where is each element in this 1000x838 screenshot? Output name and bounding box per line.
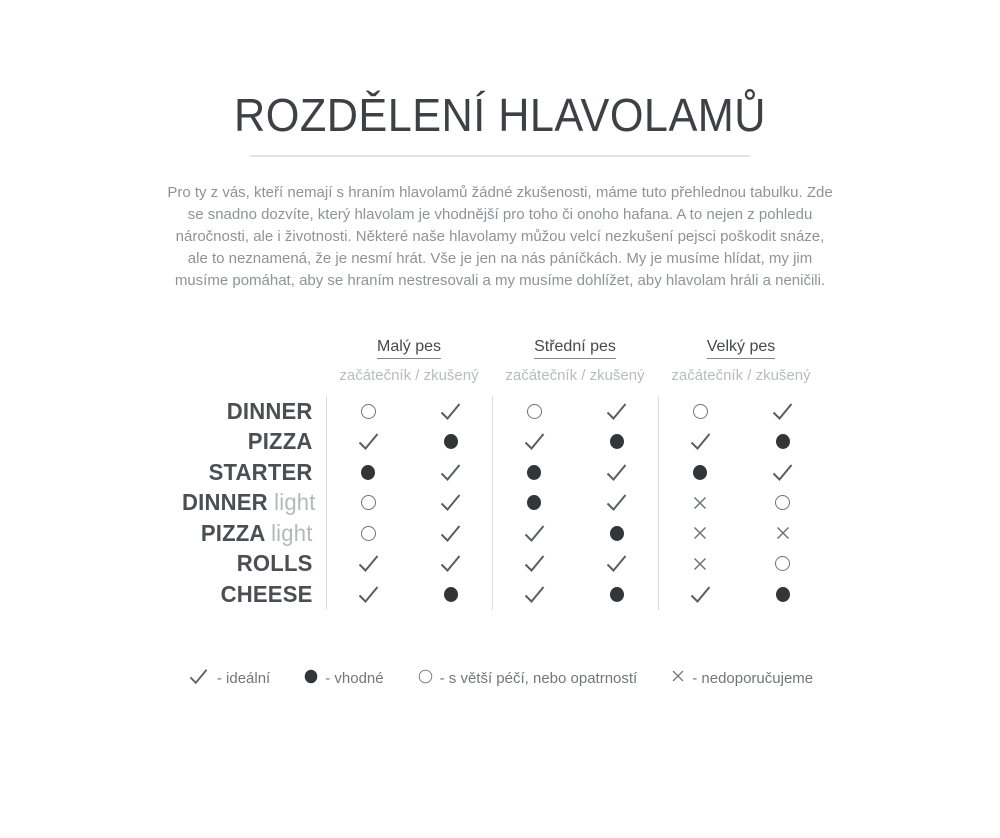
cell-group <box>658 396 824 427</box>
cell-group <box>326 488 492 519</box>
check-symbol <box>188 667 209 684</box>
dot-symbol <box>610 434 624 449</box>
circle-symbol <box>361 526 376 541</box>
cell-group <box>492 518 658 549</box>
table-cell <box>327 526 410 541</box>
circle-symbol <box>775 556 790 571</box>
table-cell <box>576 493 659 512</box>
table-row <box>176 457 824 488</box>
table-subheader-row <box>176 363 824 387</box>
column-header-small-dog <box>326 338 492 356</box>
row-label-suffix: light <box>271 519 313 546</box>
table-row <box>176 549 824 580</box>
column-header-label: Velký pes <box>707 338 775 359</box>
dot-symbol <box>444 434 458 449</box>
table-cell <box>410 493 493 512</box>
table-body <box>176 396 824 610</box>
check-symbol <box>357 432 380 451</box>
table-cell <box>493 585 576 604</box>
table-cell <box>659 404 742 419</box>
table-cell <box>742 556 825 571</box>
legend-item-not-recommended <box>671 669 813 688</box>
table-cell <box>327 554 410 573</box>
circle-symbol <box>418 669 432 683</box>
dot-symbol <box>527 495 541 510</box>
check-symbol <box>523 554 546 573</box>
table-cell <box>742 402 825 421</box>
table-cell <box>576 463 659 482</box>
row-label: STARTER <box>208 458 313 485</box>
dot-symbol <box>361 465 375 480</box>
cross-symbol <box>776 526 790 540</box>
circle-symbol <box>361 404 376 419</box>
cell-group <box>492 488 658 519</box>
circle-symbol <box>361 495 376 510</box>
title-divider <box>250 155 750 157</box>
check-symbol <box>523 585 546 604</box>
check-symbol <box>605 402 628 421</box>
legend-label: - vhodné <box>325 670 384 687</box>
table-cell <box>742 463 825 482</box>
table-cell <box>493 524 576 543</box>
dot-symbol <box>610 526 624 541</box>
table-cell <box>742 495 825 510</box>
legend-label: - s větší péčí, nebo opatrností <box>439 670 638 687</box>
table-cell <box>742 526 825 540</box>
check-symbol <box>439 463 462 482</box>
table-cell <box>327 404 410 419</box>
legend-dot-symbol <box>304 669 318 689</box>
cell-group <box>658 549 824 580</box>
cell-group <box>326 427 492 458</box>
legend <box>0 667 1000 691</box>
table-cell <box>576 434 659 449</box>
table-cell <box>659 432 742 451</box>
check-symbol <box>357 585 380 604</box>
dot-symbol <box>693 465 707 480</box>
table-cell <box>493 465 576 480</box>
table-cell <box>742 434 825 449</box>
check-symbol <box>439 554 462 573</box>
check-symbol <box>689 585 712 604</box>
table-cell <box>659 496 742 510</box>
cell-group <box>492 427 658 458</box>
column-header-label: Malý pes <box>377 338 441 359</box>
table-cell <box>327 495 410 510</box>
table-cell <box>742 587 825 602</box>
cell-group <box>326 396 492 427</box>
table-cell <box>410 587 493 602</box>
cross-symbol <box>693 557 707 571</box>
table-row <box>176 427 824 458</box>
column-header-large-dog <box>658 338 824 356</box>
legend-label: - ideální <box>216 670 271 687</box>
row-label-suffix: light <box>274 489 316 516</box>
check-symbol <box>689 432 712 451</box>
dot-symbol <box>776 434 790 449</box>
check-symbol <box>605 554 628 573</box>
cell-group <box>492 579 658 610</box>
table-cell <box>659 557 742 571</box>
table-cell <box>576 587 659 602</box>
row-label: DINNER <box>226 397 313 424</box>
table-cell <box>327 432 410 451</box>
legend-check-symbol <box>187 667 210 691</box>
check-symbol <box>605 493 628 512</box>
table-row <box>176 579 824 610</box>
legend-circle-symbol <box>418 669 433 689</box>
table-cell <box>659 526 742 540</box>
check-symbol <box>439 402 462 421</box>
table-cell <box>659 585 742 604</box>
legend-item-suitable <box>304 669 383 689</box>
cell-group <box>492 457 658 488</box>
table-cell <box>576 554 659 573</box>
check-symbol <box>771 463 794 482</box>
check-symbol <box>771 402 794 421</box>
table-cell <box>576 526 659 541</box>
table-cell <box>410 434 493 449</box>
cell-group <box>658 457 824 488</box>
table-cell <box>410 463 493 482</box>
cell-group <box>326 549 492 580</box>
column-subheader: začátečník / zkušený <box>505 366 645 384</box>
cell-group <box>326 457 492 488</box>
circle-symbol <box>693 404 708 419</box>
table-cell <box>493 554 576 573</box>
compatibility-table <box>176 335 824 610</box>
legend-cross-symbol <box>671 669 685 688</box>
cell-group <box>658 427 824 458</box>
row-label: PIZZA light <box>200 519 313 546</box>
cell-group <box>658 518 824 549</box>
circle-symbol <box>775 495 790 510</box>
circle-symbol <box>527 404 542 419</box>
cross-symbol <box>693 526 707 540</box>
legend-item-ideal <box>187 667 270 691</box>
cell-group <box>326 579 492 610</box>
table-cell <box>327 465 410 480</box>
page-title: ROZDĚLENÍ HLAVOLAMŮ <box>234 89 766 141</box>
dot-symbol <box>776 587 790 602</box>
cell-group <box>492 549 658 580</box>
cell-group <box>658 579 824 610</box>
cell-group <box>326 518 492 549</box>
column-header-label: Střední pes <box>534 338 616 359</box>
check-symbol <box>605 463 628 482</box>
infographic-page <box>0 88 1000 838</box>
table-cell <box>410 524 493 543</box>
cell-group <box>492 396 658 427</box>
column-header-medium-dog <box>492 338 658 356</box>
cross-symbol <box>693 496 707 510</box>
dot-symbol <box>527 465 541 480</box>
dot-symbol <box>610 587 624 602</box>
row-label: PIZZA <box>247 428 313 455</box>
table-cell <box>410 402 493 421</box>
legend-item-with-care <box>418 669 638 689</box>
check-symbol <box>523 524 546 543</box>
row-label: ROLLS <box>236 550 313 577</box>
table-row <box>176 396 824 427</box>
check-symbol <box>439 524 462 543</box>
column-subheader: začátečník / zkušený <box>339 366 479 384</box>
table-row <box>176 488 824 519</box>
check-symbol <box>523 432 546 451</box>
table-cell <box>493 495 576 510</box>
intro-paragraph: Pro ty z vás, kteří nemají s hraním hlavolamů žádné zkušenosti, máme tuto přehlednou tabulku. Zde se snadno dozvíte, který hlavolam je vhodnější pro toho či onoho hafana. A to nejen z pohledu náročnosti, ale i životnosti. Některé naše hlavolamy můžou velcí nezkušení pejsci poškodit snáze, ale to neznamená, že je nesmí hrát. Vše je jen na nás páníčkách. My je musíme hlídat, my jim musíme pomáhat, aby se hraním nestresovali a my musíme dohlížet, aby hlavolam hráli a neničili. <box>167 184 833 289</box>
dot-symbol <box>444 587 458 602</box>
table-cell <box>659 465 742 480</box>
legend-label: - nedoporučujeme <box>692 670 814 687</box>
check-symbol <box>439 493 462 512</box>
cross-symbol <box>672 670 685 683</box>
table-cell <box>576 402 659 421</box>
column-subheader: začátečník / zkušený <box>671 366 811 384</box>
table-cell <box>493 432 576 451</box>
cell-group <box>658 488 824 519</box>
row-label: CHEESE <box>220 580 313 607</box>
table-cell <box>410 554 493 573</box>
check-symbol <box>357 554 380 573</box>
table-cell <box>493 404 576 419</box>
row-label: DINNER light <box>182 489 316 516</box>
table-cell <box>327 585 410 604</box>
table-header-row <box>176 335 824 359</box>
table-row <box>176 518 824 549</box>
dot-symbol <box>305 669 318 683</box>
